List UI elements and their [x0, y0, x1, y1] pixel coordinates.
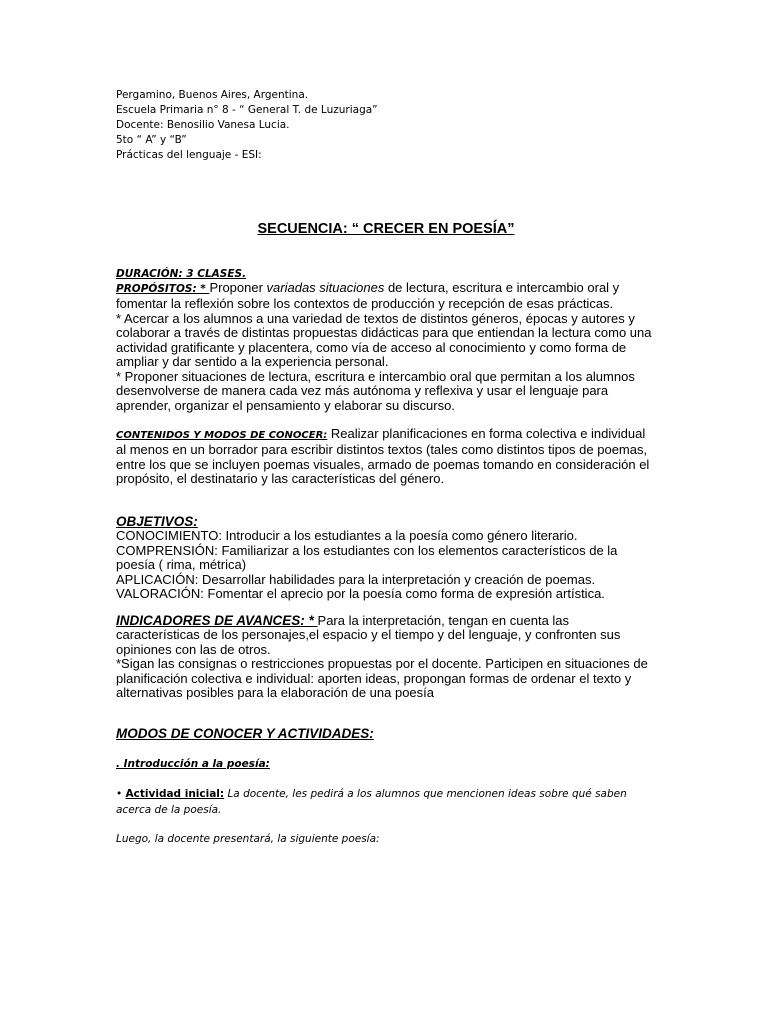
indicadores-text: Para la interpretación, tengan en cuenta las características de los personajes,el espacio y el tiempo y del lenguaje, y confronten sus opiniones con las de otros.	[116, 612, 621, 657]
header-school: Escuela Primaria n° 8 - “ General T. de Luzuriaga”	[116, 104, 378, 116]
bullet-icon: •	[116, 788, 126, 800]
duracion-label: DURACIÓN: 3 CLASES.	[116, 268, 247, 280]
objetivo-valoracion: VALORACIÓN: Fomentar el aprecio por la poesía como forma de expresión artística.	[116, 586, 605, 601]
page-title: SECUENCIA: “ CRECER EN POESÍA”	[257, 221, 515, 237]
objetivos-label: OBJETIVOS:	[116, 513, 198, 529]
propositos-section	[116, 281, 656, 312]
header-grade: 5to “ A” y “B”	[116, 134, 187, 146]
objetivo-aplicacion: APLICACIÓN: Desarrollar habilidades para la interpretación y creación de poemas.	[116, 571, 596, 587]
document-content	[116, 88, 656, 847]
propositos-text-italic: variadas situaciones	[266, 280, 385, 295]
luego-text: Luego, la docente presentará, la siguiente poesía:	[116, 833, 380, 845]
actividad-text: La docente, les pedirá a los alumnos que mencionen ideas sobre qué saben acerca de la poesía.	[116, 788, 627, 816]
indicadores-section	[116, 614, 656, 658]
objetivo-conocimiento: CONOCIMIENTO: Introducir a los estudiantes a la poesía como género literario.	[116, 528, 578, 543]
propositos-text-b: de lectura, escritura e intercambio oral y fomentar la reflexión sobre los contextos de producción y recepción de esas prácticas.	[116, 280, 620, 311]
propositos-item-2: * Acercar a los alumnos a una variedad de textos de distintos géneros, épocas y autores y colaborar a través de distintas propuestas didácticas para que entiendan la lectura como una actividad gratificante y placentera, como vía de acceso al conocimiento y como forma de ampliar y dar sentido a la experiencia personal.	[116, 310, 652, 369]
contenidos-text: Realizar planificaciones en forma colectiva e individual al menos en un borrador para escribir distintos textos (tales como distintos tipos de poemas, entre los que se incluyen poemas visuales, armado de poemas tomando en consideración el propósito, el destinatario y las características del género.	[116, 426, 650, 486]
indicadores-item-2: *Sigan las consignas o restricciones propuestas por el docente. Participen en situaciones de planificación colectiva e individual: aporten ideas, propongan formas de ordenar el texto y alternativas posibles para la elaboración de una poesía	[116, 656, 648, 700]
document-header	[116, 88, 656, 163]
actividad-inicial	[116, 786, 656, 818]
header-subject: Prácticas del lenguaje - ESI:	[116, 149, 262, 161]
indicadores-label: INDICADORES DE AVANCES: *	[116, 612, 318, 628]
propositos-item-3: * Proponer situaciones de lectura, escritura e intercambio oral que permitan a los alumnos desenvolverse de manera cada vez más autónoma y reflexiva y usar el lenguaje para aprender, organizar el pensamiento y elaborar su discurso.	[116, 368, 635, 413]
modos-heading: MODOS DE CONOCER Y ACTIVIDADES:	[116, 725, 374, 741]
objetivos-section	[116, 515, 656, 602]
objetivo-comprension: COMPRENSIÓN: Familiarizar a los estudiantes con los elementos característicos de la poesía ( rima, métrica)	[116, 542, 618, 572]
header-teacher: Docente: Benosilio Vanesa Lucia.	[116, 119, 290, 131]
actividad-label: Actividad inicial:	[125, 788, 225, 800]
propositos-label: PROPÓSITOS: *	[116, 283, 210, 295]
header-location: Pergamino, Buenos Aires, Argentina.	[116, 89, 309, 101]
contenidos-section	[116, 427, 656, 487]
propositos-text-a: Proponer	[209, 280, 267, 295]
contenidos-label: CONTENIDOS Y MODOS DE CONOCER:	[116, 430, 328, 441]
duracion-section	[116, 267, 656, 281]
intro-heading: . Introducción a la poesía:	[116, 758, 270, 770]
